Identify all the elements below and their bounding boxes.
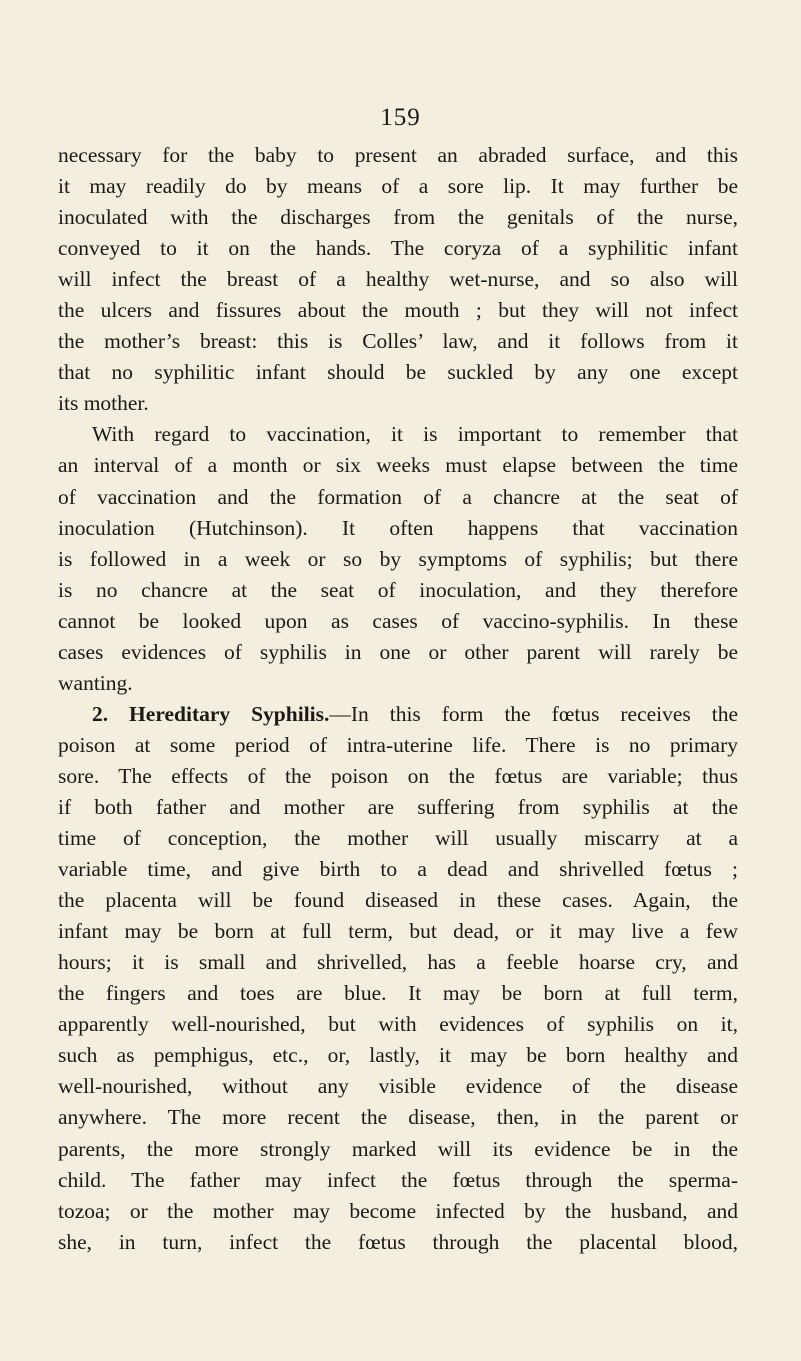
- text-line: that no syphilitic infant should be suckled by any one except: [58, 360, 738, 385]
- text-line: infant may be born at full term, but dead, or it may live a few: [58, 919, 738, 944]
- body-text: [58, 140, 738, 1258]
- text-line: is no chancre at the seat of inoculation, and they therefore: [58, 577, 738, 602]
- page-number: 159: [380, 104, 421, 131]
- text-line: it may readily do by means of a sore lip. It may further be: [58, 174, 738, 199]
- text-line: cases evidences of syphilis in one or other parent will rarely be: [58, 639, 738, 664]
- text-line: tozoa; or the mother may become infected by the husband, and: [58, 1198, 738, 1223]
- text-line: inoculated with the discharges from the genitals of the nurse,: [58, 205, 738, 230]
- text-line: is followed in a week or so by symptoms of syphilis; but there: [58, 546, 738, 571]
- text-line: parents, the more strongly marked will its evidence be in the: [58, 1136, 738, 1161]
- text-line: time of conception, the mother will usually miscarry at a: [58, 826, 738, 851]
- text-line: sore. The effects of the poison on the fœtus are variable; thus: [58, 763, 738, 788]
- text-line: inoculation (Hutchinson). It often happens that vaccination: [58, 515, 738, 540]
- text-line: if both father and mother are suffering from syphilis at the: [58, 794, 738, 819]
- text-line: the mother’s breast: this is Colles’ law, and it follows from it: [58, 329, 738, 354]
- text-line: child. The father may infect the fœtus through the sperma-: [58, 1167, 738, 1192]
- text-line: variable time, and give birth to a dead and shrivelled fœtus ;: [58, 857, 738, 882]
- text-line: an interval of a month or six weeks must elapse between the time: [58, 453, 738, 478]
- text-line: such as pemphigus, etc., or, lastly, it may be born healthy and: [58, 1043, 738, 1068]
- text-line: wanting.: [58, 670, 133, 695]
- text-line: cannot be looked upon as cases of vaccino-syphilis. In these: [58, 608, 738, 633]
- text-line: poison at some period of intra-uterine life. There is no primary: [58, 732, 738, 757]
- text-line: conveyed to it on the hands. The coryza of a syphilitic infant: [58, 236, 738, 261]
- text-line: necessary for the baby to present an abraded surface, and this: [58, 143, 738, 167]
- text-line: the ulcers and fissures about the mouth ; but they will not infect: [58, 298, 738, 323]
- section-heading: 2. Hereditary Syphilis.: [92, 701, 330, 726]
- text-fragment: —In this form the fœtus receives the: [329, 701, 738, 726]
- text-line: will infect the breast of a healthy wet-nurse, and so also will: [58, 267, 738, 292]
- text-line: well-nourished, without any visible evidence of the disease: [58, 1074, 738, 1099]
- text-line: hours; it is small and shrivelled, has a feeble hoarse cry, and: [58, 950, 738, 975]
- text-line: of vaccination and the formation of a chancre at the seat of: [58, 484, 738, 509]
- text-line: the fingers and toes are blue. It may be born at full term,: [58, 981, 738, 1006]
- text-line: With regard to vaccination, it is important to remember that: [92, 422, 738, 447]
- text-line: its mother.: [58, 391, 149, 416]
- text-line: apparently well-nourished, but with evidences of syphilis on it,: [58, 1012, 738, 1037]
- text-line: the placenta will be found diseased in these cases. Again, the: [58, 888, 738, 913]
- section-heading-line: [58, 699, 738, 730]
- text-line: anywhere. The more recent the disease, then, in the parent or: [58, 1105, 738, 1130]
- text-line: she, in turn, infect the fœtus through the placental blood,: [58, 1229, 738, 1254]
